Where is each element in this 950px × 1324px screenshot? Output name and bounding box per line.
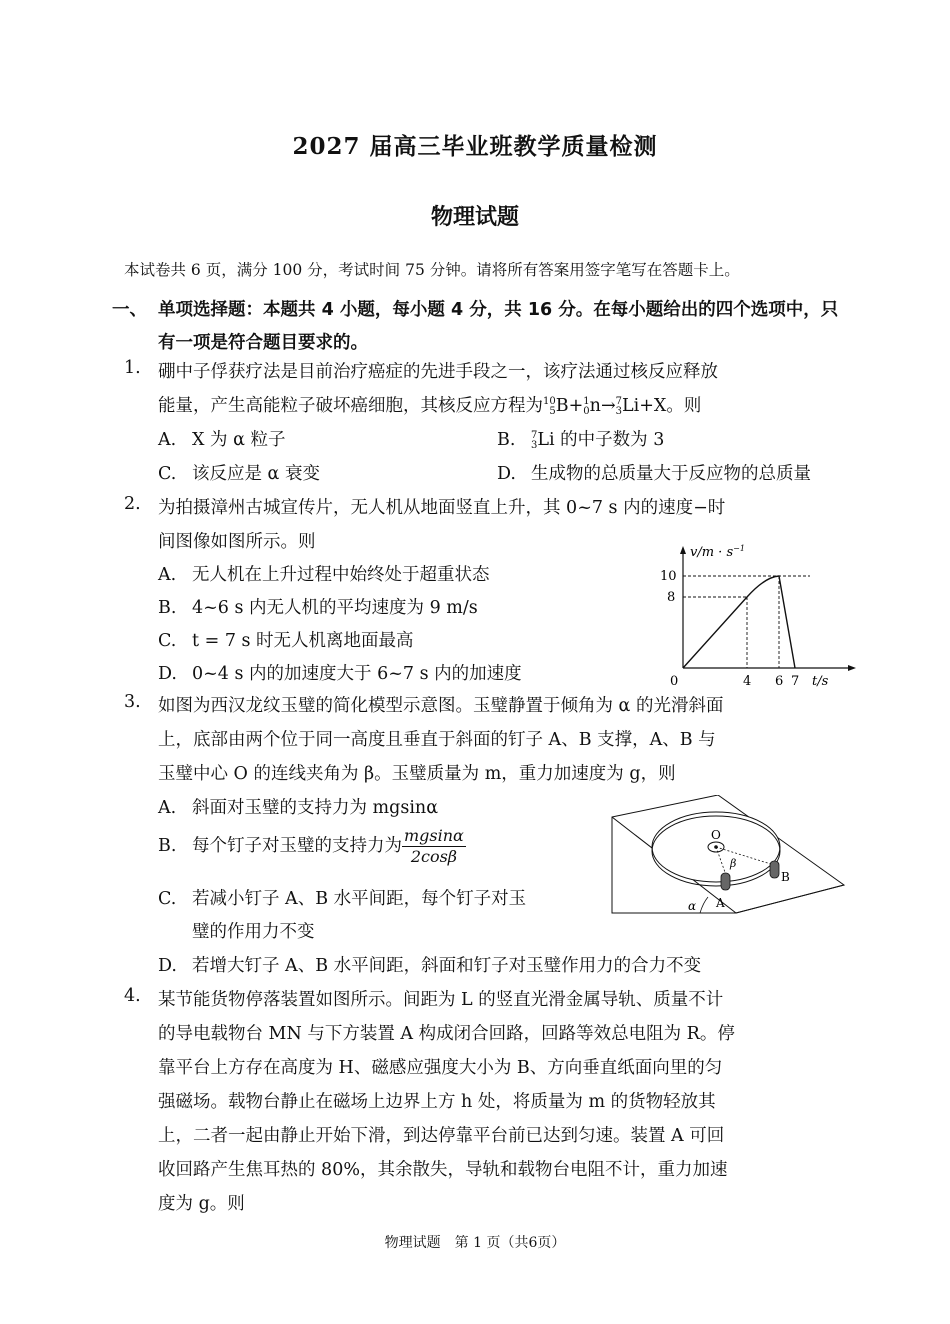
question-text: 收回路产生焦耳热的 80%，其余散失，导轨和载物台电阻不计，重力加速 [158,1160,728,1180]
question-text: 的导电载物台 MN 与下方装置 A 构成闭合回路，回路等效总电阻为 R。停 [158,1024,735,1044]
x-axis-arrow [848,665,856,671]
question-number: 3. [124,692,141,712]
n-charge: 0 [583,405,590,417]
li-charge: 3 [615,405,622,417]
section-heading [112,294,842,360]
section-text: 单项选择题：本题共 4 小题，每小题 4 分，共 16 分。在每小题给出的四个选项中，只有一项是符合题目要求的。 [158,300,839,353]
option-label: D. [158,956,177,976]
question-text: 。则 [666,396,702,416]
y-axis-arrow [680,546,686,554]
nuclear-equation [543,396,666,416]
x-tick-4: 4 [743,674,752,689]
exam-title: 2027 届高三毕业班教学质量检测 [292,133,658,160]
plus-sign: + [568,396,584,416]
fraction-numerator: mgsinα [404,826,464,845]
b-charge: 5 [549,405,556,417]
origin-label: 0 [670,674,679,689]
option-d[interactable] [158,660,522,685]
n-symbol: n [589,396,601,416]
option-text: 的中子数为 3 [554,430,665,450]
li-symbol: Li [537,430,555,450]
option-text: 每个钉子对玉璧的支持力为 [192,836,402,856]
question-text: 能量，产生高能粒子破坏癌细胞，其核反应方程为 [158,396,543,416]
question-number: 1. [124,358,141,378]
label-a: A [716,896,725,910]
b-symbol: B [555,396,569,416]
option-label: C. [158,631,177,651]
option-label: B. [497,430,516,450]
option-text: 若减小钉子 A、B 水平间距，每个钉子对玉 [192,889,527,909]
question-text: 硼中子俘获疗法是目前治疗癌症的先进手段之一，该疗法通过核反应释放 [158,362,718,382]
option-b[interactable] [158,594,478,619]
fraction-denominator: 2cosβ [410,847,458,866]
option-text: 斜面对玉璧的支持力为 mgsinα [192,798,439,818]
option-d[interactable] [497,460,811,485]
velocity-time-graph [650,540,870,690]
option-text: t = 7 s 时无人机离地面最高 [192,631,414,651]
label-alpha: α [688,899,697,913]
question-text: 如图为西汉龙纹玉璧的简化模型示意图。玉璧静置于倾角为 α 的光滑斜面 [158,696,724,716]
label-beta: β [730,857,737,870]
option-c[interactable] [158,460,320,485]
option-d[interactable] [158,952,701,977]
option-c[interactable] [158,627,414,652]
li-charge: 3 [531,439,538,451]
option-label: B. [158,836,177,856]
option-text: 4~6 s 内无人机的平均速度为 9 m/s [192,598,478,618]
option-label: D. [497,464,516,484]
question-text: 强磁场。载物台静止在磁场上边界上方 h 处，将质量为 m 的货物轻放其 [158,1092,716,1112]
x-axis-label: t/s [812,674,829,689]
option-text: 0~4 s 内的加速度大于 6~7 s 内的加速度 [192,664,522,684]
option-label: C. [158,464,177,484]
question-text: 间图像如图所示。则 [158,532,316,552]
x-tick-6: 6 [775,674,784,689]
question-text: 靠平台上方存在高度为 H、磁感应强度大小为 B、方向垂直纸面向里的匀 [158,1058,723,1078]
question-text: 上，二者一起由静止开始下滑，到达停靠平台前已达到匀速。装置 A 可回 [158,1126,725,1146]
option-a[interactable] [158,561,490,586]
label-o: O [711,828,721,842]
question-text: 上，底部由两个位于同一高度且垂直于斜面的钉子 A、B 支撑，A、B 与 [158,730,716,750]
n-mass: 1 [583,395,590,407]
option-text: 该反应是 α 衰变 [192,464,320,484]
option-label: A. [158,430,177,450]
section-number: 一、 [112,300,147,320]
plus-x: +X [639,396,667,416]
arrow: → [600,396,616,416]
option-label: D. [158,664,177,684]
exam-intro: 本试卷共 6 页，满分 100 分，考试时间 75 分钟。请将所有答案用签字笔写在答题卡上。 [124,261,740,279]
y-tick-10: 10 [660,569,677,584]
velocity-curve [683,576,795,668]
question-number: 4. [124,986,141,1006]
question-text: 为拍摄漳州古城宣传片，无人机从地面竖直上升，其 0~7 s 内的速度−时 [158,498,726,518]
li-mass: 7 [615,395,622,407]
option-text: 无人机在上升过程中始终处于超重状态 [192,565,490,585]
x-tick-7: 7 [791,674,800,689]
option-a[interactable] [158,426,285,451]
question-text: 度为 g。则 [158,1194,245,1214]
option-text: 若增大钉子 A、B 水平间距，斜面和钉子对玉璧作用力的合力不变 [192,956,702,976]
pin-b [770,861,779,878]
option-b[interactable] [158,826,466,867]
jade-disc-figure [608,795,848,920]
question-text-line2 [158,392,701,417]
question-number: 2. [124,494,141,514]
option-c-continued: 璧的作用力不变 [192,922,315,942]
option-label: A. [158,565,177,585]
option-label: A. [158,798,177,818]
option-text: 生成物的总质量大于反应物的总质量 [531,464,811,484]
question-text: 某节能货物停落装置如图所示。间距为 L 的竖直光滑金属导轨、质量不计 [158,990,724,1010]
exam-subtitle: 物理试题 [430,205,519,230]
pin-a [721,873,730,890]
b-mass: 10 [543,395,556,407]
option-c[interactable] [158,885,526,910]
fraction [402,826,466,867]
page-footer: 物理试题 第 1 页（共6页） [384,1235,566,1251]
option-b[interactable] [497,426,664,451]
option-a[interactable] [158,794,438,819]
option-label: B. [158,598,177,618]
y-axis-label: $v/m \cdot s^{-1}$ [690,544,745,560]
y-tick-8: 8 [667,590,676,605]
li-symbol: Li [621,396,640,416]
option-text: X 为 α 粒子 [192,430,286,450]
li-mass: 7 [531,429,538,441]
option-label: C. [158,889,177,909]
label-b: B [781,870,790,884]
question-text: 玉璧中心 O 的连线夹角为 β。玉璧质量为 m，重力加速度为 g，则 [158,764,676,784]
